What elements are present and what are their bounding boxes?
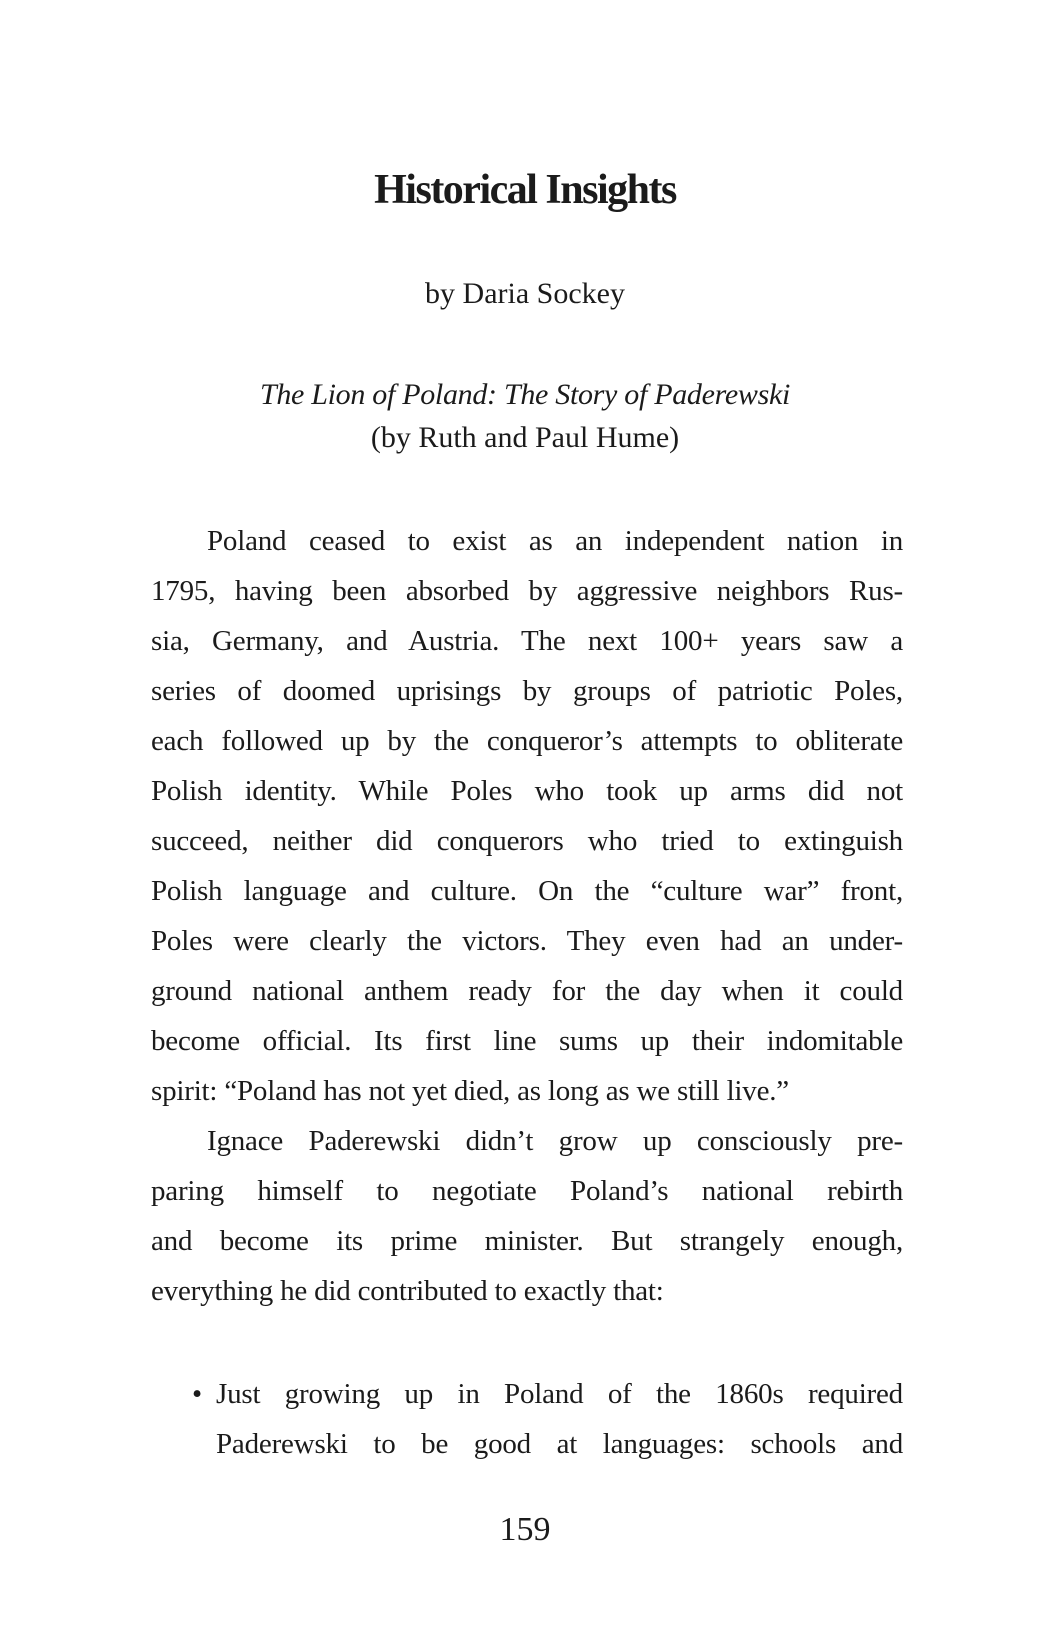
text-line: Poles were clearly the victors. They even had an under- (151, 925, 903, 957)
body-text (151, 516, 903, 1316)
text-line: sia, Germany, and Austria. The next 100+ years saw a (151, 625, 903, 657)
text-line: Poland ceased to exist as an independent nation in (207, 525, 903, 557)
bullet-list (151, 1369, 903, 1469)
text-line: series of doomed uprisings by groups of patriotic Poles, (151, 675, 903, 707)
text-line: succeed, neither did conquerors who tried to extinguish (151, 825, 903, 857)
page-number: 159 (499, 1511, 551, 1548)
text-line: everything he did contributed to exactly that: (151, 1275, 664, 1307)
bullet-icon: • (192, 1378, 202, 1410)
text-line: and become its prime minister. But strangely enough, (151, 1225, 903, 1257)
byline: by Daria Sockey (425, 277, 625, 310)
book-authors: (by Ruth and Paul Hume) (370, 421, 680, 454)
text-line: Just growing up in Poland of the 1860s required (216, 1378, 903, 1410)
book-title: The Lion of Poland: The Story of Paderewski (259, 378, 791, 411)
text-line: 1795, having been absorbed by aggressive neighbors Rus- (151, 575, 903, 607)
text-line: spirit: “Poland has not yet died, as long as we still live.” (151, 1075, 789, 1107)
text-line: become official. Its first line sums up their indomitable (151, 1025, 903, 1057)
text-line: Polish identity. While Poles who took up arms did not (151, 775, 903, 807)
page-title: Historical Insights (374, 167, 676, 213)
text-line: Paderewski to be good at languages: schools and (216, 1428, 903, 1460)
text-line: Polish language and culture. On the “culture war” front, (151, 875, 903, 907)
text-line: paring himself to negotiate Poland’s national rebirth (151, 1175, 903, 1207)
text-line: each followed up by the conqueror’s attempts to obliterate (151, 725, 903, 757)
text-line: Ignace Paderewski didn’t grow up consciously pre- (207, 1125, 903, 1157)
list-item (151, 1369, 903, 1469)
text-line: ground national anthem ready for the day when it could (151, 975, 903, 1007)
